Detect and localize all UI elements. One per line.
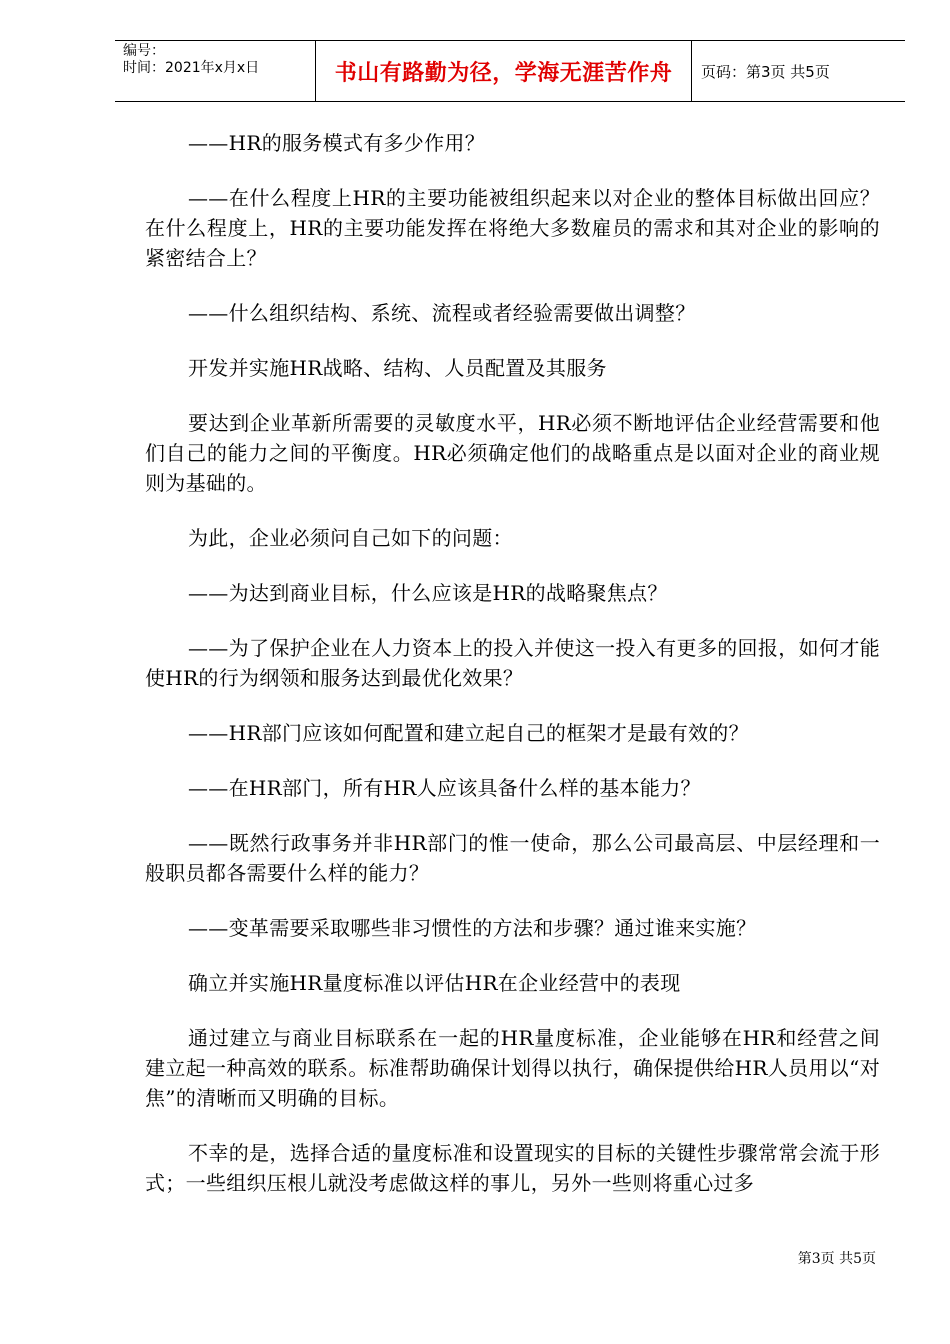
page-footer-number: 第3页 共5页 xyxy=(797,1251,876,1267)
paragraph: ——HR的服务模式有多少作用？ xyxy=(188,131,485,155)
header-meta xyxy=(115,41,315,101)
paragraph: 不幸的是，选择合适的量度标准和设置现实的目标的关键性步骤常常会流于形式；一些组织压根儿就没考虑做这样的事儿，另外一些则将重心过多 xyxy=(145,1141,880,1195)
header-page-number: 页码：第3页 共5页 xyxy=(701,62,830,81)
header-motto: 书山有路勤为径，学海无涯苦作舟 xyxy=(334,60,673,86)
section-heading: 确立并实施HR量度标准以评估HR在企业经营中的表现 xyxy=(188,971,681,995)
document-body xyxy=(145,128,880,1223)
header-motto-cell xyxy=(315,41,692,101)
paragraph: ——HR部门应该如何配置和建立起自己的框架才是最有效的？ xyxy=(188,721,749,745)
paragraph: ——什么组织结构、系统、流程或者经验需要做出调整？ xyxy=(188,301,696,325)
section-heading: 开发并实施HR战略、结构、人员配置及其服务 xyxy=(188,356,607,380)
paragraph: ——为了保护企业在人力资本上的投入并使这一投入有更多的回报，如何才能使HR的行为纲领和服务达到最优化效果？ xyxy=(145,636,880,690)
paragraph: 为此，企业必须问自己如下的问题： xyxy=(188,526,513,550)
paragraph: ——为达到商业目标，什么应该是HR的战略聚焦点？ xyxy=(188,581,668,605)
paragraph: 通过建立与商业目标联系在一起的HR量度标准，企业能够在HR和经营之间建立起一种高效的联系。标准帮助确保计划得以执行，确保提供给HR人员用以“对焦”的清晰而又明确的目标。 xyxy=(145,1026,880,1110)
paragraph: ——在什么程度上HR的主要功能被组织起来以对企业的整体目标做出回应？在什么程度上，HR的主要功能发挥在将绝大多数雇员的需求和其对企业的影响的紧密结合上？ xyxy=(145,186,880,270)
document-number-label: 编号： xyxy=(123,43,165,59)
paragraph: 要达到企业革新所需要的灵敏度水平，HR必须不断地评估企业经营需要和他们自己的能力之间的平衡度。HR必须确定他们的战略重点是以面对企业的商业规则为基础的。 xyxy=(145,411,880,495)
paragraph: ——在HR部门，所有HR人应该具备什么样的基本能力？ xyxy=(188,776,701,800)
paragraph: ——变革需要采取哪些非习惯性的方法和步骤？通过谁来实施？ xyxy=(188,916,757,940)
document-date: 时间：2021年x月x日 xyxy=(123,60,260,76)
paragraph: ——既然行政事务并非HR部门的惟一使命，那么公司最高层、中层经理和一般职员都各需要什么样的能力？ xyxy=(145,831,880,885)
page-header xyxy=(115,40,905,102)
